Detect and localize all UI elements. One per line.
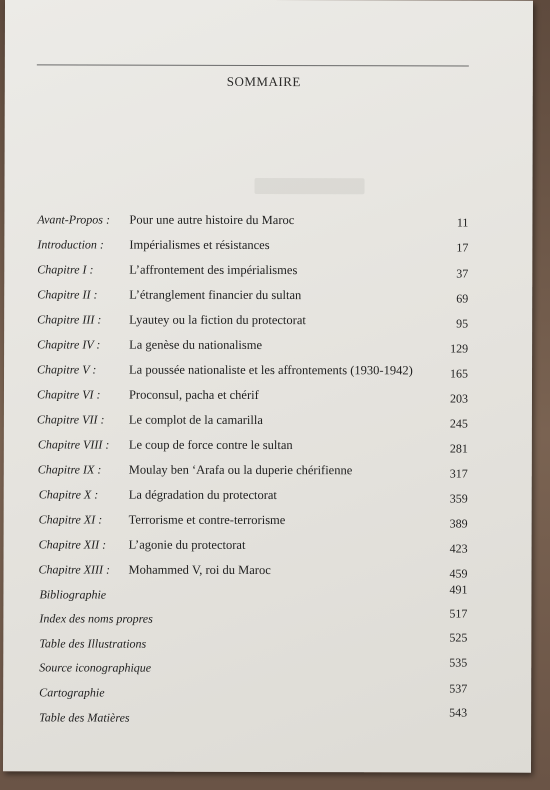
toc-entry-page-number: 525 [449,630,468,645]
toc-entry-label: Chapitre V : [37,362,97,377]
toc-entry-title: Le complot de la camarilla [128,412,263,427]
toc-entry-label: Chapitre VII : [36,412,105,427]
toc-entry-title: Impérialismes et résistances [129,237,270,253]
toc-entry [3,630,531,657]
toc-entry-page-number: 69 [456,291,469,306]
toc-entry-label: Table des Matières [39,710,130,725]
toc-entry-page-number: 95 [456,316,469,331]
book-page [3,0,533,773]
toc-entry-label: Chapitre IX : [37,462,102,477]
toc-entry-page-number: 17 [456,240,469,255]
toc-entry-label: Chapitre III : [37,312,102,327]
toc-entry-page-number: 535 [449,655,468,670]
toc-entry-label: Avant-Propos : [37,212,111,227]
toc-entry [4,462,532,483]
toc-entry-title: Moulay ben ‘Arafa ou la duperie chérifienne [128,462,353,478]
toc-entry [3,681,531,706]
toc-entry-page-number: 245 [449,416,468,431]
toc-entry [3,705,531,731]
toc-entry [3,582,531,608]
toc-entry [4,312,532,333]
toc-entry-title: La dégradation du protectorat [128,487,277,503]
toc-entry [4,487,532,508]
toc-entry-label: Chapitre XII : [38,537,107,552]
toc-entry-title: L’étranglement financier du sultan [129,287,302,303]
toc-entry-label: Chapitre VIII : [37,437,110,452]
toc-entry-page-number: 359 [449,491,468,506]
toc-entry-page-number: 203 [449,391,468,406]
toc-entry-label: Chapitre XI : [38,512,103,527]
table-of-contents [3,0,533,773]
toc-entry-title: Terrorisme et contre-terrorisme [128,512,286,528]
toc-entry-label: Bibliographie [39,587,107,602]
toc-entry-page-number: 129 [450,341,469,356]
toc-entry [4,287,532,308]
toc-entry-page-number: 37 [456,266,469,281]
toc-entry [4,262,532,283]
toc-entry-page-number: 543 [449,705,468,720]
toc-entry-title: Mohammed V, roi du Maroc [128,562,271,578]
toc-entry-label: Chapitre I : [37,262,94,277]
toc-entry-page-number: 165 [450,366,469,381]
toc-entry-label: Chapitre VI : [36,387,101,402]
toc-entry [3,562,531,583]
toc-entry [4,362,532,383]
toc-entry-page-number: 491 [449,582,468,597]
toc-entry-page-number: 11 [456,215,469,230]
toc-entry-label: Chapitre II : [37,287,98,302]
toc-entry [4,412,532,433]
toc-entry-label: Chapitre IV : [37,337,101,352]
toc-entry-label: Chapitre X : [38,487,99,502]
toc-entry [4,212,532,233]
toc-entry [4,237,532,258]
toc-entry [4,337,532,358]
toc-entry-label: Introduction : [37,237,104,252]
toc-entry-title: Le coup de force contre le sultan [128,437,293,453]
toc-entry-page-number: 537 [449,681,468,696]
toc-entry [4,437,532,458]
page-title: SOMMAIRE [226,73,301,90]
toc-entry-page-number: 423 [449,541,468,556]
toc-entry [4,537,532,558]
toc-entry-title: La genèse du nationalisme [129,337,263,352]
toc-entry-title: L’affrontement des impérialismes [129,262,298,278]
toc-entry [4,512,532,533]
toc-entry-title: Pour une autre histoire du Maroc [129,212,295,228]
toc-entry-page-number: 317 [449,466,468,481]
toc-entry [3,606,531,632]
toc-entry-page-number: 389 [449,516,468,531]
toc-entry-title: L’agonie du protectorat [128,537,246,552]
toc-entry [4,387,532,408]
toc-entry-page-number: 517 [449,606,468,621]
toc-entry-title: Lyautey ou la fiction du protectorat [129,312,306,328]
toc-entry-title: Proconsul, pacha et chérif [128,387,259,402]
toc-entry-label: Cartographie [39,685,105,700]
toc-entry-label: Table des Illustrations [39,636,147,651]
toc-entry-page-number: 459 [449,566,468,581]
toc-entry-label: Chapitre XIII : [38,562,111,577]
toc-entry-label: Index des noms propres [39,611,153,626]
toc-entry-page-number: 281 [449,441,468,456]
toc-entry-label: Source iconographique [39,660,152,675]
toc-entry [3,655,531,681]
toc-entry-title: La poussée nationaliste et les affrontements (1930-1942) [129,362,413,378]
